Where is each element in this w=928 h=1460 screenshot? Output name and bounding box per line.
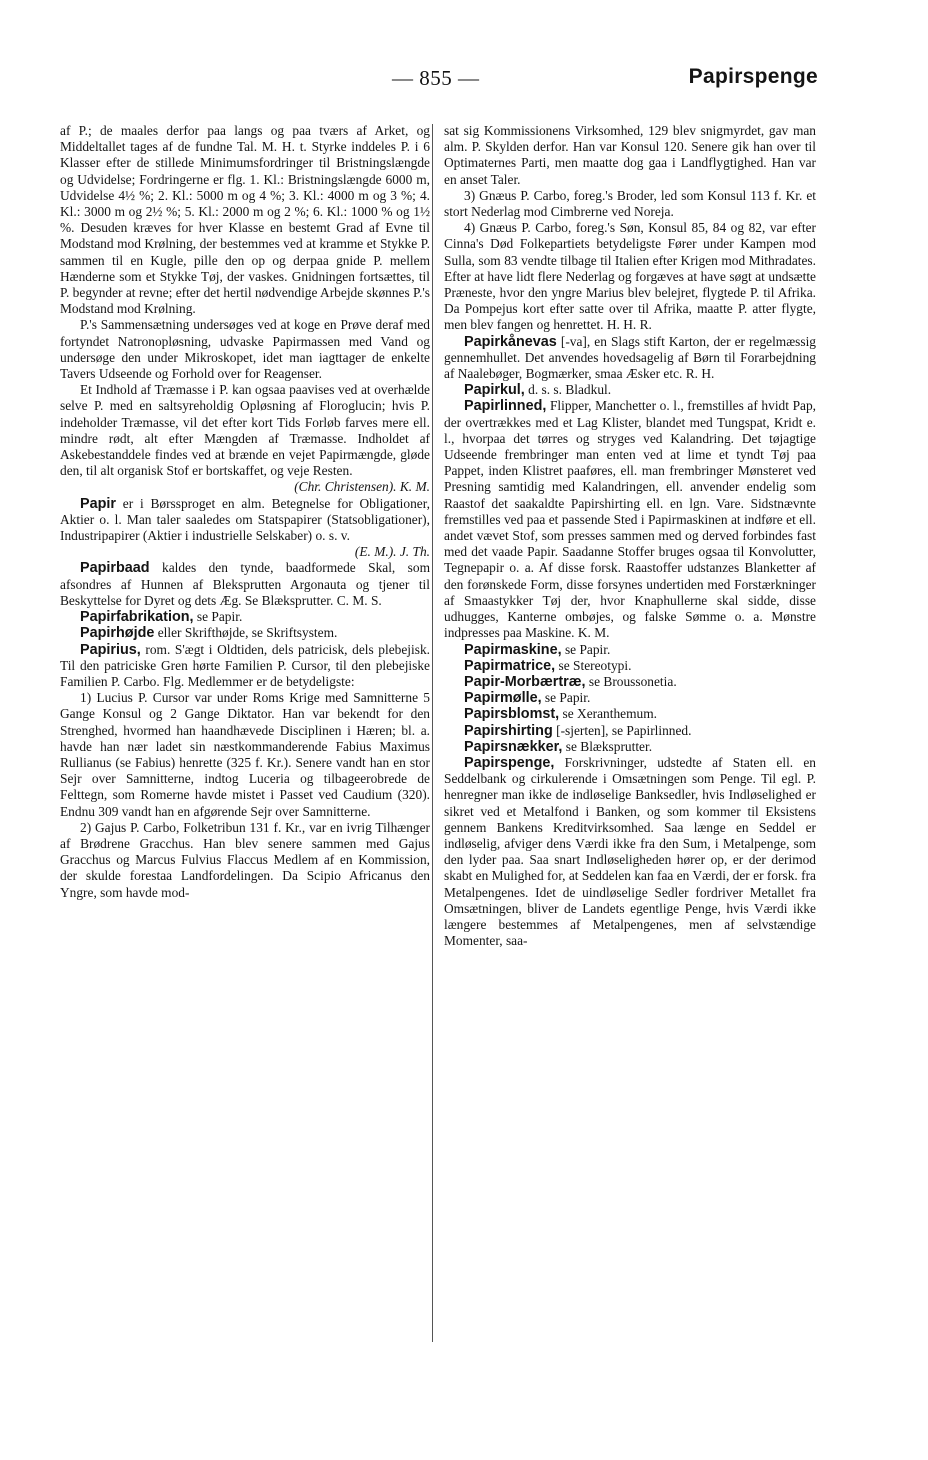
column-divider [432, 124, 433, 1342]
entry-headword: Papir-Morbærtræ, [464, 673, 586, 690]
entry-headword: Papirshirting [464, 722, 553, 739]
entry-headword: Papir [80, 495, 116, 512]
dictionary-entry [444, 706, 816, 722]
dictionary-entry [444, 658, 816, 674]
dictionary-entry [60, 642, 430, 691]
author-signature: (E. M.). J. Th. [354, 544, 430, 560]
entry-headword: Papirmatrice, [464, 657, 556, 674]
entry-text: se Stereotypi. [555, 657, 632, 673]
entry-headword: Papirmaskine, [464, 641, 562, 658]
dictionary-entry [444, 642, 816, 658]
dictionary-entry [444, 398, 816, 641]
dictionary-entry [444, 723, 816, 739]
left-column [60, 123, 430, 901]
continued-paragraph: af P.; de maales derfor paa langs og paa tværs af Arket, og Middeltallet tages af de fundne Tal. M. H. t. Styrke inddeles P. i 6 Klasser efter de stillede Minimumsfordringer til Bristningslængde og Udvidelse; Fordringerne er flg. 1. Kl.: Bristningslængde 6000 m, Udvidelse 4½ %; 2. Kl.: 5000 m og 4 %; 3. Kl.: 4000 m og 3 %; 4. Kl.: 3000 m og 2½ %; 5. Kl.: 2000 m og 2 %; 6. Kl.: 1000 % og 1½ %. Desuden kræves for hver Klasse en bestemt Grad af Evne til Modstand mod Krølning, der bestemmes ved at kramme et Stykke P. sammen til en Kugle, pille den op og derpaa gnide P. mellem Hænderne som et Stykke Tøj, der vaskes. Gnidningen fortsættes, til P. begynder at revne; efter det hertil nødvendige Arbejde skønnes P.'s Modstand mod Krølning. [60, 123, 430, 317]
paragraph: 4) Gnæus P. Carbo, foreg.'s Søn, Konsul 85, 84 og 82, var efter Cinna's Død Folkepartiets betydeligste Fører under Kampen mod Sulla, som 83 vendte tilbage til Italien efter Krigen mod Mithradates. Efter at have lidt flere Nederlag og forgæves at have søgt at undsætte Præneste, hvor den yngre Marius blev belejret, flygtede P. til Afrika. Da Pompejus kort efter satte over til Afrika, maatte P. atter flygte, men blev fangen og henrettet. H. H. R. [444, 220, 816, 333]
entry-headword: Papirsblomst, [464, 706, 560, 723]
paragraph: 1) Lucius P. Cursor var under Roms Krige med Samnitterne 5 Gange Konsul og 2 Gange Diktator. Han var bekendt for den Strenghed, hvormed han haandhævede Disciplinen i Hæren; bl. a. havde han nær ladet sin næstkommanderende Fabius Maximus Rullianus (se Fabius) henrette (325 f. Kr.). Senere vandt han en stor Sejr over Samnitterne, indtog Luceria og tilbageerobrede de Felttegn, som Romerne havde mistet i Passet ved Caudium (320). Endnu 309 vandt han en afgørende Sejr over Samnitterne. [60, 690, 430, 819]
entry-text: er i Børssproget en alm. Betegnelse for Obligationer, Aktier o. l. Man taler saaledes om Statspapirer (Statsobligationer), Industripapirer (Aktier i industrielle Selskaber) o. s. v. [60, 495, 430, 544]
continued-paragraph: sat sig Kommissionens Virksomhed, 129 blev snigmyrdet, gav man alm. P. Skylden derfor. Han var Konsul 120. Senere gik han over til Optimaternes Parti, men maatte dog gaa i Landflygtighed. Han var en anset Taler. [444, 123, 816, 187]
entry-text: se Papir. [561, 641, 611, 657]
dictionary-entry [60, 496, 430, 545]
entry-text: rom. S'ægt i Oldtiden, dels patricisk, dels plebejisk. Til den patriciske Gren hørte Familien P. Cursor, til den plebejiske Familien P. Carbo. Flg. Medlemmer er de betydeligste: [60, 641, 430, 689]
entry-headword: Papirbaad [80, 560, 150, 577]
entry-text: [-sjerten], se Papirlinned. [552, 722, 692, 738]
dictionary-entry [444, 755, 816, 949]
dictionary-entry [444, 690, 816, 706]
entry-text: Flipper, Manchetter o. l., fremstilles af hvidt Pap, der overtrækkes med et Lag Klister, blandet med Tungspat, Kridt e. l., hvorpaa det tørres og stryges ved Kalandring. Det tøjagtige Udseende frembringer man enten ved at lime et tyndt Tøj paa Pappet, inden Klistret paaføres, ell. man frembringer Mønsteret ved Presning samtidig med Kalandringen, ell. anvender endelig som Raastof det saakaldte Papirshirting ell. en lgn. Vare. Sidstnævnte fremstilles ved paa et passende Sted i Papirmaskinen at indføre et ell. andet vævet Stof, som presses sammen med og derved forbindes fast med det vaade Papir. Saadanne Stoffer bruges ogsaa til Konvolutter, Tegnepapir o. a. Af disse forsk. Raastoffer udstanzes Blanketter af den forønskede Form, disse forsynes undertiden med Forstærkninger af Smaastykker Tøj der, hvor Knaphullerne skal sidde, disse udhugges, Kanterne ombøjes, og falske Sømme o. a. Mønstre indpresses paa Maskine. K. M. [444, 398, 816, 641]
dictionary-entry [444, 739, 816, 755]
entry-text: se Broussonetia. [585, 673, 677, 689]
entry-text: d. s. s. Bladkul. [524, 382, 612, 398]
right-column [444, 123, 816, 949]
dictionary-entry [60, 625, 430, 641]
dictionary-entry [444, 334, 816, 383]
paragraph: 2) Gajus P. Carbo, Folketribun 131 f. Kr., var en ivrig Tilhænger af Brødrene Gracchus. Han blev senere sammen med Gajus Gracchus og Marcus Fulvius Flaccus Medlem af en Kommission, der skulde forestaa Landfordelingen. Da Scipio Africanus den Yngre, som havde mod- [60, 819, 430, 900]
entry-text: se Papir. [193, 609, 243, 625]
page-number: — 855 — [392, 66, 480, 90]
entry-headword: Papirspenge, [464, 754, 555, 771]
entry-text: se Xeranthemum. [559, 706, 657, 722]
entry-text: Forskrivninger, udstedte af Staten ell. en Seddelbank og cirkulerende i Omsætningen som Penge. Til egl. P. henregner man ikke de indløselige Banksedler, hvis Indløselighed er sikret ved et Metalfond i Banken, og som kommer til Eksistens gennem Bankens Kreditvirksomhed. Saa længe en Seddel er indløselig, afviger dens Værdi ikke fra den Sum, i Metalpenge, som den lyder paa. Saa snart Indløseligheden hører op, er der derimod skabt en Mulighed for, at Seddelen kan faa en Værdi, der er forsk. fra Metalpengenes. Idet de uindløselige Sedler fordriver Metallet fra Omsætningen, bliver de Landets egentlige Penge, hvis Værdi ikke længere bestemmes af Metalpengenes, men af selvstændige Momenter, saa- [444, 754, 816, 949]
entry-headword: Papirkul, [464, 382, 525, 399]
entry-headword: Papirhøjde [80, 625, 155, 642]
paragraph: Et Indhold af Træmasse i P. kan ogsaa paavises ved at overhælde selve P. med en saltsyreholdig Opløsning af Floroglucin; hvis P. indeholder Træmasse, vil det efter kort Tids Forløb farves mere ell. mindre rødt, alt efter Mængden af Træmasse. Indholdet af Askebestanddele findes ved at brænde en vejet Papirmængde, gløde den, til alt organisk Stof er bortskaffet, og veje Resten. [60, 382, 430, 479]
entry-headword: Papirius, [80, 641, 141, 658]
page-header [0, 66, 928, 96]
entry-text: kaldes den tynde, baadformede Skal, som afsondres af Hunnen af Bleksprutten Argonauta og tjener til Beskyttelse for Dyret og dets Æg. Se Blæksprutter. C. M. S. [60, 560, 430, 608]
entry-text: [-va], en Slags stift Karton, der er regelmæssig gennemhullet. Det anvendes hovedsagelig af Børn til Forarbejdning af Naalebøger, Bogmærker, smaa Æsker etc. R. H. [444, 333, 816, 382]
author-signature: (Chr. Christensen). K. M. [294, 479, 430, 495]
entry-text: eller Skrifthøjde, se Skriftsystem. [154, 625, 338, 641]
entry-headword: Papirfabrikation, [80, 609, 194, 626]
entry-headword: Papirkånevas [464, 333, 557, 350]
dictionary-entry [60, 560, 430, 609]
entry-text: se Blæksprutter. [562, 738, 653, 754]
entry-headword: Papirlinned, [464, 398, 547, 415]
dictionary-entry [444, 382, 816, 398]
dictionary-entry [60, 609, 430, 625]
running-head: Papirspenge [688, 65, 818, 88]
dictionary-entry [444, 674, 816, 690]
entry-headword: Papirmølle, [464, 690, 542, 707]
entry-headword: Papirsnækker, [464, 738, 563, 755]
paragraph: 3) Gnæus P. Carbo, foreg.'s Broder, led som Konsul 113 f. Kr. et stort Nederlag mod Cimbrerne ved Noreja. [444, 187, 816, 220]
paragraph: P.'s Sammensætning undersøges ved at koge en Prøve deraf med fortyndet Natronopløsning, udvaske Papirmassen med Vand og undersøge den under Mikroskopet, idet man iagttager de enkelte Tavers Udseende og Forhold over for Reagenser. [60, 317, 430, 382]
entry-text: se Papir. [541, 690, 591, 706]
